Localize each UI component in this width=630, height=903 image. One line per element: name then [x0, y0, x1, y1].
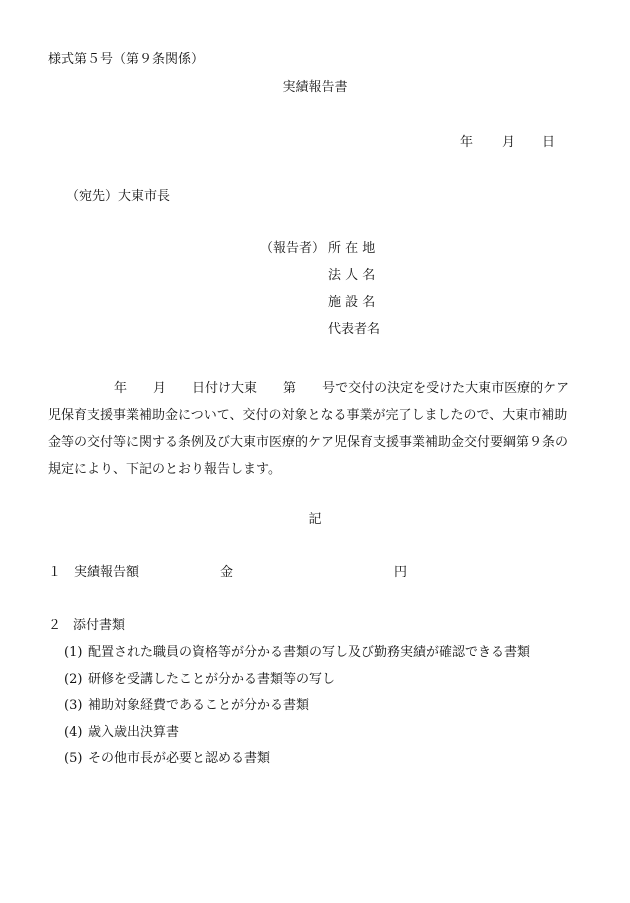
reporter-label: （報告者）: [260, 241, 326, 256]
body-paragraph: [48, 375, 588, 483]
date-line: [0, 136, 630, 150]
list-item: [64, 726, 530, 753]
addressee: （宛先）大東市長: [66, 189, 171, 204]
body-line-4: 規定により、下記のとおり報告します。: [48, 462, 281, 477]
item-1-amount: [0, 566, 630, 580]
attachment-text: 補助対象経費であることが分かる書類: [88, 698, 310, 713]
body-line1-rest: 号で交付の決定を受けた大東市医療的ケア: [322, 381, 570, 396]
date-month-label: 月: [502, 135, 516, 150]
list-item: [64, 752, 530, 779]
list-item: [64, 646, 530, 673]
attachment-text: 配置された職員の資格等が分かる書類の写し及び勤務実績が確認できる書類: [88, 645, 531, 660]
attachment-number: (1): [64, 645, 83, 660]
date-day-label: 日: [542, 135, 556, 150]
date-year-label: 年: [460, 135, 474, 150]
item-1-kin: 金: [220, 565, 234, 580]
item-1-number: １: [48, 565, 62, 580]
body-line-3: 金等の交付等に関する条例及び大東市医療的ケア児保育支援事業補助金交付要綱第９条の: [48, 435, 569, 450]
list-item: [64, 673, 530, 700]
attachment-text: その他市長が必要と認める書類: [88, 751, 271, 766]
body-month: 月: [153, 381, 167, 396]
attachment-number: (5): [64, 751, 83, 766]
item-2-heading: [48, 619, 125, 632]
body-line-1: [48, 375, 588, 402]
list-item: [64, 699, 530, 726]
reporter-field-address: 所 在 地: [328, 241, 376, 256]
item-2-number: ２: [48, 618, 62, 633]
attachment-text: 歳入歳出決算書: [88, 724, 180, 740]
body-year: 年: [114, 381, 128, 396]
reporter-field-corporation: 法 人 名: [328, 268, 376, 283]
item-2-label: 添付書類: [73, 618, 126, 633]
attachment-list: [64, 646, 530, 779]
body-date-ref: 日付け大東: [192, 381, 258, 396]
item-1-label: 実績報告額: [74, 565, 140, 580]
attachment-number: (3): [64, 698, 83, 713]
reporter-field-representative: 代表者名: [328, 322, 381, 337]
attachment-number: (2): [64, 671, 83, 687]
body-dai: 第: [283, 381, 297, 396]
attachment-number: (4): [64, 724, 83, 740]
ki-heading: 記: [308, 512, 322, 527]
document-title: 実績報告書: [282, 80, 348, 95]
body-line-2: 児保育支援事業補助金について、交付の対象となる事業が完了しましたので、大東市補助: [48, 408, 568, 423]
reporter-field-facility: 施 設 名: [328, 295, 376, 310]
item-1-yen: 円: [394, 565, 408, 580]
form-number: 様式第５号（第９条関係）: [48, 52, 205, 67]
attachment-text: 研修を受講したことが分かる書類等の写し: [88, 671, 336, 687]
